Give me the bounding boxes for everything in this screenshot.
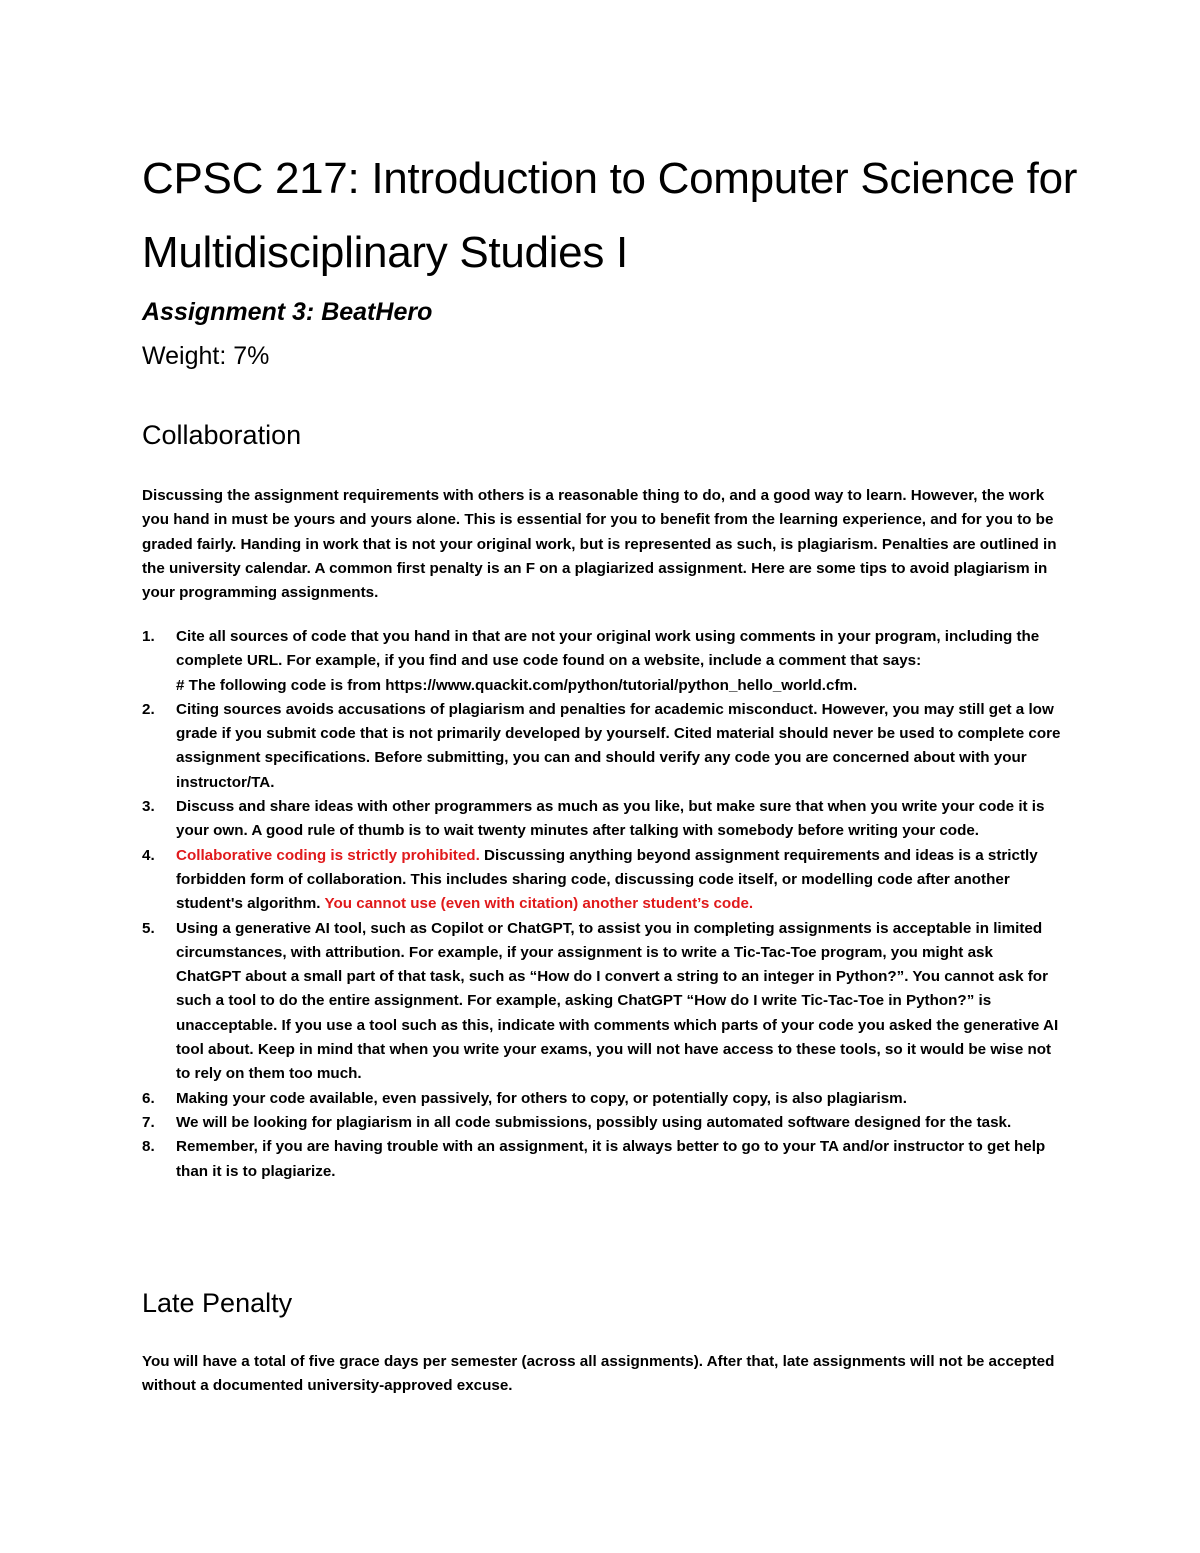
- list-item-text: Using a generative AI tool, such as Copilot or ChatGPT, to assist you in completing assignments is acceptable in limited circumstances, with attribution. For example, if your assignment is to write a Tic-Tac-Toe program, you might ask ChatGPT about a small part of that task, such as “How do I convert a string to an integer in Python?”. You cannot ask for such a tool to do the entire assignment. For example, asking ChatGPT “How do I write Tic-Tac-Toe in Python?” is unacceptable. If you use a tool such as this, indicate with comments which parts of your code you asked the generative AI tool about. Keep in mind that when you write your exams, you will not have access to these tools, so it would be wise not to rely on them too much.: [176, 919, 1059, 1083]
- assignment-weight: Weight: 7%: [142, 342, 270, 370]
- list-item-text: Citing sources avoids accusations of plagiarism and penalties for academic misconduct. However, you may still get a low grade if you submit code that is not primarily developed by yourself. Cited material should never be used to complete core assignment specifications. Before submitting, you can and should verify any code you are concerned about with your instructor/TA.: [176, 700, 1061, 791]
- list-item: [142, 1111, 1062, 1135]
- list-item: [142, 625, 1062, 698]
- list-number: 4.: [142, 846, 155, 864]
- list-item: [142, 698, 1062, 795]
- list-number: 8.: [142, 1138, 155, 1156]
- list-number: 2.: [142, 700, 155, 718]
- collaboration-heading: Collaboration: [142, 420, 302, 450]
- list-item: [142, 844, 1062, 917]
- list-item-text: Discussing anything beyond assignment requirements and ideas is a strictly forbidden form of collaboration. This includes sharing code, discussing code itself, or modelling code after another student's algorithm.: [176, 846, 1038, 913]
- list-item-text: Cite all sources of code that you hand in that are not your original work using comments in your program, including the complete URL. For example, if you find and use code found on a website, include a comment that says:: [176, 628, 1040, 670]
- list-number: 3.: [142, 798, 155, 816]
- late-penalty-text: You will have a total of five grace days per semester (across all assignments). After that, late assignments will not be accepted without a documented university-approved excuse.: [142, 1353, 1055, 1395]
- assignment-title: Assignment 3: BeatHero: [142, 298, 433, 326]
- list-item: [142, 795, 1062, 844]
- prohibition-warning: Collaborative coding is strictly prohibited.: [176, 846, 480, 864]
- collaboration-intro: Discussing the assignment requirements with others is a reasonable thing to do, and a good way to learn. However, the work you hand in must be yours and yours alone. This is essential for you to benefit from the learning experience, and for you to be graded fairly. Handing in work that is not your original work, but is represented as such, is plagiarism. Penalties are outlined in the university calendar. A common first penalty is an F on a plagiarized assignment. Here are some tips to avoid plagiarism in your programming assignments.: [142, 487, 1057, 602]
- late-penalty-heading: Late Penalty: [142, 1288, 293, 1318]
- list-number: 6.: [142, 1089, 155, 1107]
- list-number: 1.: [142, 628, 155, 645]
- code-example: # The following code is from https://www.quackit.com/python/tutorial/python_hello_world.cfm.: [176, 676, 858, 694]
- plagiarism-tips-list: [142, 625, 1062, 1184]
- list-number: 5.: [142, 919, 155, 937]
- list-number: 7.: [142, 1113, 155, 1131]
- list-item: [142, 1087, 1062, 1111]
- list-item-text: Discuss and share ideas with other programmers as much as you like, but make sure that when you write your code it is your own. A good rule of thumb is to wait twenty minutes after talking with somebody before writing your code.: [176, 798, 1045, 840]
- list-item: [142, 917, 1062, 1087]
- list-item: [142, 1135, 1062, 1184]
- list-item-text: Making your code available, even passively, for others to copy, or potentially copy, is also plagiarism.: [176, 1089, 907, 1107]
- course-title: CPSC 217: Introduction to Computer Science for Multidisciplinary Studies I: [142, 154, 1078, 277]
- list-item-text: We will be looking for plagiarism in all code submissions, possibly using automated software designed for the task.: [176, 1113, 1012, 1131]
- list-item-text: Remember, if you are having trouble with an assignment, it is always better to go to your TA and/or instructor to get help than it is to plagiarize.: [176, 1138, 1046, 1180]
- citation-warning: You cannot use (even with citation) another student’s code.: [324, 895, 754, 913]
